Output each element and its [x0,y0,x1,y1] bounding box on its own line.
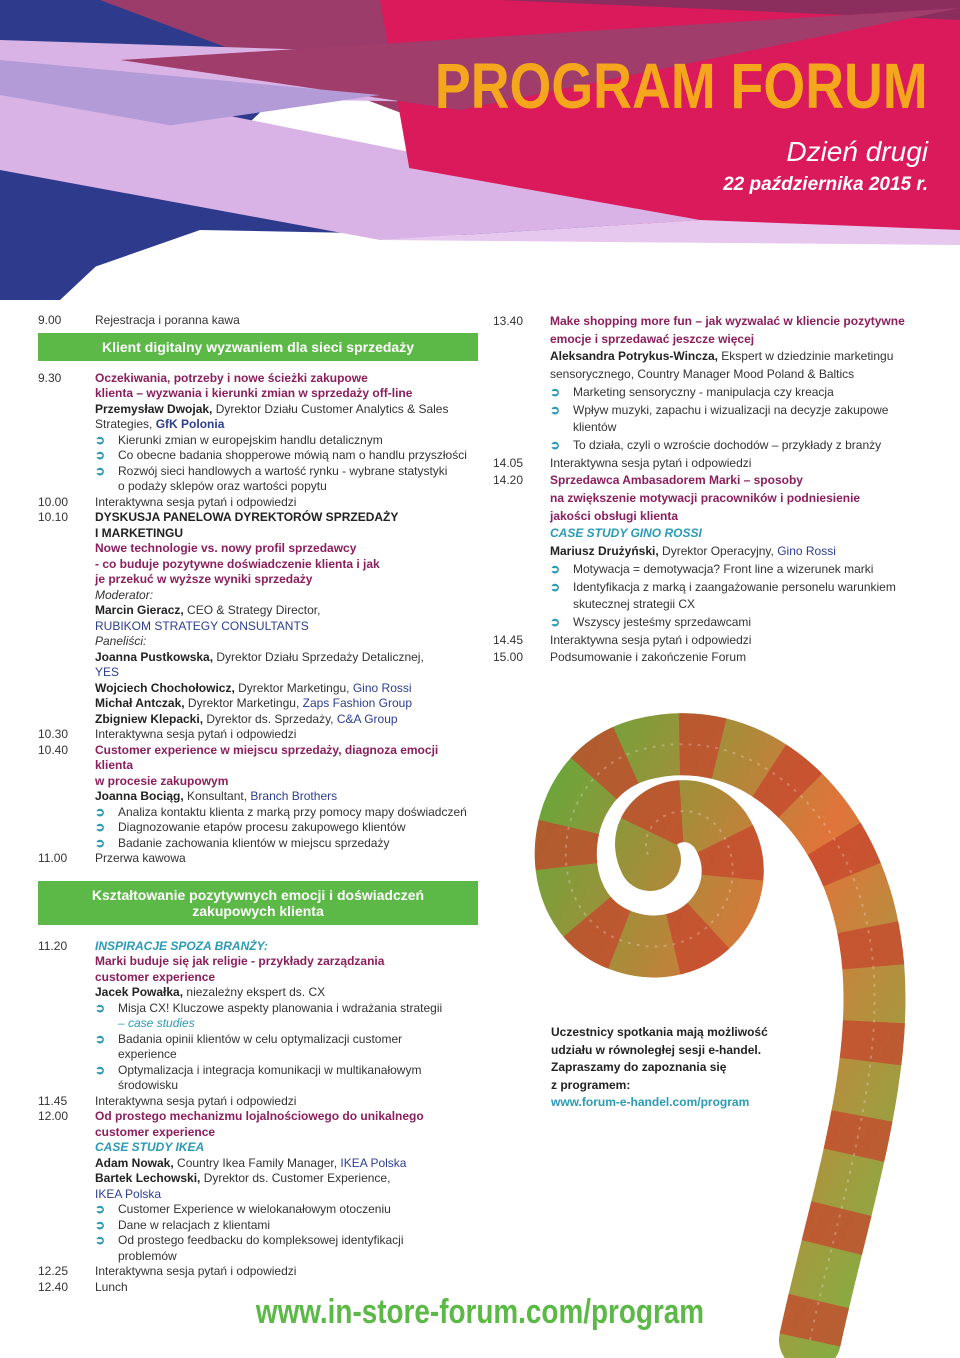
agenda-row: 10.10 DYSKUSJA PANELOWA DYREKTORÓW SPRZEDAŻY I MARKETINGU Nowe technologie vs. nowy profil sprzedawcy - co buduje pozytywne doświadczenie klienta i jak je przekuć w wyższe wyniki sprzedaży Moderator: Marcin Gieracz, CEO & Strategy Director, RUBIKOM STRATEGY CONSULTANTS Paneliści: Joanna Pustkowska, Dyrektor Działu Sprzedaży Detalicznej, YES Wojciech Chochołowicz, Dyrektor Marketingu, Gino Rossi Michał Antczak, Dyrektor Marketingu, Zaps Fashion Group Zbigniew Klepacki, Dyrektor ds. Sprzedaży, C&A Group [38,510,478,727]
agenda-time: 9.30 [38,370,62,385]
arrow-right-icon: ➲ [550,402,561,417]
e-handel-link[interactable]: www.forum-e-handel.com/program [551,1095,750,1110]
arrow-right-icon: ➲ [95,432,106,447]
arrow-right-icon: ➲ [550,384,561,399]
arrow-right-icon: ➲ [95,1062,106,1077]
list-item: ➲ Analiza kontaktu klienta z marką przy pomocy mapy doświadczeń [95,804,467,819]
agenda-row [38,851,478,867]
session-title: Oczekiwania, potrzeby i nowe ścieżki zakupowe [95,370,368,385]
agenda-row [493,455,933,473]
arrow-right-icon: ➲ [550,561,561,576]
speaker-name: Jacek Powałka, [95,985,184,999]
list-item: ➲ Kierunki zmian w europejskim handlu detalicznym [95,432,383,447]
session-title: Od prostego mechanizmu lojalnościowego do unikalnego [95,1109,424,1123]
agenda-text: Interaktywna sesja pytań i odpowiedzi [95,1264,297,1278]
right-column [493,313,933,667]
list-item: ➲ Optymalizacja i integracja komunikacji w multikanałowym środowisku [95,1062,422,1092]
agenda-time: 10.40 [38,742,69,757]
speaker-role: Strategies, [95,417,156,431]
list-item: ➲ Misja CX! Kluczowe aspekty planowania i wdrażania strategii – case studies [95,1000,443,1030]
e-commerce-info: Uczestnicy spotkania mają możliwość udziału w równoległej sesji e-handel. Zapraszamy do zapoznania się z programem: www.forum-e-handel.com/program [551,1024,771,1112]
speaker-name: Mariusz Drużyński, [550,544,659,559]
agenda-time: 11.00 [38,851,68,865]
agenda-row: 13.40 Make shopping more fun – jak wyzwalać w kliencie pozytywne emocje i sprzedawać jeszcze więcej Aleksandra Potrykus-Wincza, Ekspert w dziedzinie marketingu sensorycznego, Country Manager Mood Poland & Baltics ➲ Marketing sensoryczny - manipulacja czy kreacja ➲ Wpływ muzyki, zapachu i wizualizacji na decyzje zakupowe klientów ➲ To działa, czyli o wzroście dochodów – przykłady z branży [493,313,933,455]
arrow-right-icon: ➲ [550,579,561,594]
list-item: ➲ Od prostego feedbacku do kompleksowej identyfikacji problemów [95,1233,404,1263]
list-item: ➲ Badanie zachowania klientów w miejscu sprzedaży [95,835,390,850]
chameleon-tail-image [510,640,940,1358]
agenda-text: Przerwa kawowa [95,851,186,865]
speaker-company: IKEA Polska [95,1186,162,1201]
agenda-time: 10.00 [38,494,69,509]
agenda-time: 12.00 [38,1109,69,1123]
arrow-right-icon: ➲ [550,437,561,452]
agenda-time: 14.20 [493,473,524,488]
list-item: ➲ Co obecne badania shopperowe mówią nam o handlu przyszłości [95,448,467,462]
session-title: customer experience [95,969,216,984]
agenda-row: 11.20 INSPIRACJE SPOZA BRANŻY: Marki buduje się jak religie - przykłady zarządzania customer experience Jacek Powałka, niezależny ekspert ds. CX ➲ Misja CX! Kluczowe aspekty planowania i wdrażania strategii – case studies ➲ Badania opinii klientów w celu optymalizacji customer experience ➲ Optymalizacja i integracja komunikacji w multikanałowym środowisku [38,939,478,1094]
agenda-time: 12.25 [38,1264,69,1278]
agenda-time: 9.00 [38,313,62,327]
panelists-label: Paneliści: [95,634,147,648]
agenda-time: 12.40 [38,1279,69,1294]
agenda-row [38,371,478,495]
speaker-name: Marcin Gieracz, [95,603,184,617]
arrow-right-icon: ➲ [95,820,106,834]
speaker-name: Zbigniew Klepacki, [95,711,204,726]
agenda-time: 14.05 [493,455,524,470]
agenda-row [38,313,478,329]
section-banner: Klient digitalny wyzwaniem dla sieci sprzedaży [38,333,478,361]
session-title: I MARKETINGU [95,525,183,540]
list-item: ➲ Diagnozowanie etapów procesu zakupowego klientów [95,820,406,834]
session-title: Make shopping more fun – jak wyzwalać w kliencie pozytywne [550,314,905,328]
agenda-time: 11.45 [38,1093,68,1108]
agenda-row [38,1264,478,1280]
agenda-text: Interaktywna sesja pytań i odpowiedzi [550,455,752,470]
footer-link[interactable]: www.in-store-forum.com/program [255,1293,705,1331]
case-study-label: CASE STUDY GINO ROSSI [550,526,702,541]
session-title: DYSKUSJA PANELOWA DYREKTORÓW SPRZEDAŻY [95,510,399,524]
speaker-company: RUBIKOM STRATEGY CONSULTANTS [95,618,309,633]
agenda-time: 15.00 [493,650,524,665]
speaker-role: Dyrektor Działu Customer Analytics & Sales [212,401,449,416]
speaker-name: Przemysław Dwojak, [95,401,213,416]
agenda-text: Lunch [95,1279,128,1294]
moderator-label: Moderator: [95,587,154,602]
agenda-text: Rejestracja i poranna kawa [95,313,240,327]
list-item: ➲ Badania opinii klientów w celu optymalizacji customer experience [95,1031,403,1061]
list-item: ➲ Dane w relacjach z klientami [95,1217,271,1232]
speaker-name: Bartek Lechowski, [95,1171,201,1185]
page-subtitle: Dzień drugi [786,136,928,167]
agenda-text: Interaktywna sesja pytań i odpowiedzi [95,494,297,509]
agenda-row: 10.40 Customer experience w miejscu sprzedaży, diagnoza emocji klienta w procesie zakupowym Joanna Bociąg, Konsultant, Branch Brothers ➲ Analiza kontaktu klienta z marką przy pomocy mapy doświadczeń ➲ Diagnozowanie etapów procesu zakupowego klientów ➲ Badanie zachowania klientów w miejscu sprzedaży [38,743,478,852]
list-item: ➲ Wpływ muzyki, zapachu i wizualizacji na decyzje zakupowe klientów [550,402,933,437]
session-title: Customer experience w miejscu sprzedaży, diagnoza emocji klienta [95,742,439,772]
session-label: INSPIRACJE SPOZA BRANŻY: [95,938,268,953]
agenda-row [38,1094,478,1110]
arrow-right-icon: ➲ [550,614,561,629]
session-title: na zwiększenie motywacji pracowników i podniesienie [550,491,861,506]
agenda-row: 12.00 Od prostego mechanizmu lojalnościowego do unikalnego customer experience CASE STUDY IKEA Adam Nowak, Country Ikea Family Manager, IKEA Polska Bartek Lechowski, Dyrektor ds. Customer Experience, IKEA Polska ➲ Customer Experience w wielokanałowym otoczeniu ➲ Dane w relacjach z klientami ➲ Od prostego feedbacku do kompleksowej identyfikacji problemów [38,1109,478,1264]
arrow-right-icon: ➲ [95,1031,106,1046]
agenda-time: 13.40 [493,314,524,328]
agenda-text: Podsumowanie i zakończenie Forum [550,650,747,665]
list-item: ➲ Customer Experience w wielokanałowym otoczeniu [95,1202,391,1216]
speaker-name: Michał Antczak, [95,696,185,710]
agenda-time: 10.30 [38,727,69,741]
arrow-right-icon: ➲ [95,463,106,478]
speaker-name: Wojciech Chochołowicz, [95,680,235,695]
agenda-row [493,649,933,667]
list-item: ➲ Rozwój sieci handlowych a wartość rynku - wybrane statystyki o podaży sklepów oraz wartości popytu [95,463,448,493]
event-date: 22 października 2015 r. [723,174,928,195]
session-title: Sprzedawca Ambasadorem Marki – sposoby [550,473,803,488]
agenda-time: 14.45 [493,632,524,647]
agenda-time: 11.20 [38,938,68,953]
arrow-right-icon: ➲ [95,448,106,462]
agenda-time: 10.10 [38,510,69,524]
speaker-company: GfK Polonia [155,417,225,431]
session-title: klienta – wyzwania i kierunki zmian w sprzedaży off-line [95,386,413,400]
case-study-label: CASE STUDY IKEA [95,1140,205,1154]
agenda-text: Interaktywna sesja pytań i odpowiedzi [95,1093,297,1108]
agenda-text: Interaktywna sesja pytań i odpowiedzi [95,727,297,741]
list-item: ➲ Wszyscy jesteśmy sprzedawcami [550,614,933,632]
session-title: jakości obsługi klienta [550,508,679,523]
arrow-right-icon: ➲ [95,804,106,819]
arrow-right-icon: ➲ [95,1233,106,1247]
agenda-row [38,727,478,743]
speaker-company: YES [95,665,120,679]
speaker-name: Joanna Bociąg, [95,789,184,803]
list-item: ➲ Motywacja = demotywacja? Front line a wizerunek marki [550,561,933,579]
agenda-row [38,495,478,511]
agenda-row [493,632,933,650]
agenda-text: Interaktywna sesja pytań i odpowiedzi [550,632,752,647]
session-title: Marki buduje się jak religie - przykłady zarządzania [95,954,385,968]
page-title: PROGRAM FORUM [435,50,928,122]
arrow-right-icon: ➲ [95,1000,106,1015]
left-column [38,313,478,1295]
arrow-right-icon: ➲ [95,1202,106,1216]
speaker-role: sensorycznego, Country Manager Mood Poland & Baltics [550,367,855,382]
list-item: ➲ To działa, czyli o wzroście dochodów – przykłady z branży [550,437,933,455]
list-item: ➲ Identyfikacja z marką i zaangażowanie personelu warunkiem skutecznej strategii CX [550,579,933,614]
session-title: w procesie zakupowym [95,773,229,788]
agenda-row: 14.20 Sprzedawca Ambasadorem Marki – sposoby na zwiększenie motywacji pracowników i podniesienie jakości obsługi klienta CASE STUDY GINO ROSSI Mariusz Drużyński, Dyrektor Operacyjny, Gino Rossi ➲ Motywacja = demotywacja? Front line a wizerunek marki ➲ Identyfikacja z marką i zaangażowanie personelu warunkiem skutecznej strategii CX ➲ Wszyscy jesteśmy sprzedawcami [493,472,933,631]
arrow-right-icon: ➲ [95,1217,106,1232]
arrow-right-icon: ➲ [95,835,106,850]
speaker-name: Joanna Pustkowska, [95,649,214,664]
section-banner: Kształtowanie pozytywnych emocji i doświadczeń zakupowych klienta [38,881,478,925]
speaker-name: Adam Nowak, [95,1155,174,1170]
session-title: emocje i sprzedawać jeszcze więcej [550,331,755,346]
speaker-name: Aleksandra Potrykus-Wincza, [550,349,718,364]
list-item: ➲ Marketing sensoryczny - manipulacja czy kreacja [550,384,933,402]
session-title: customer experience [95,1124,216,1139]
